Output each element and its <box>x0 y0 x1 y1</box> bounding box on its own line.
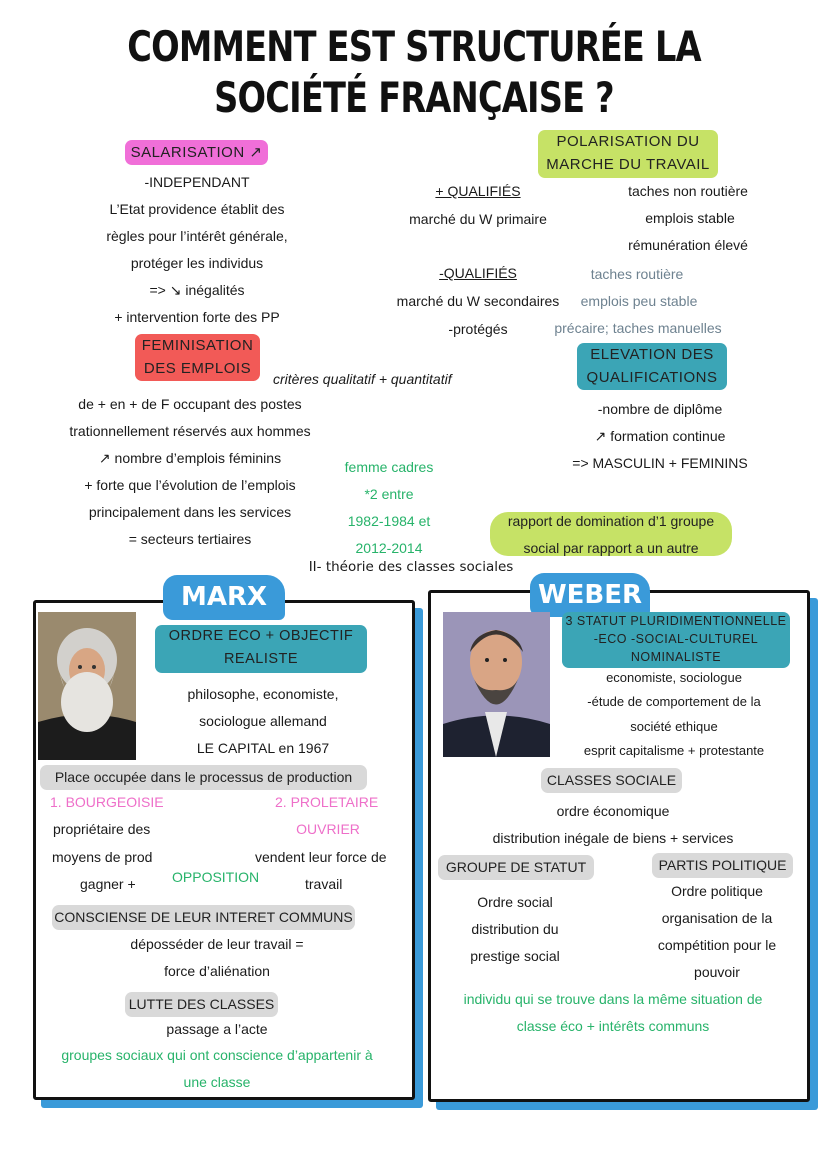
salarisation-line: => ↘ inégalités <box>149 282 245 298</box>
feminisation-stat: femme cadres <box>344 459 434 475</box>
feminisation-line: principalement dans les services <box>88 504 292 520</box>
minus-qualifies-trait: précaire; taches manuelles <box>554 320 722 336</box>
weber-bio-line: -étude de comportement de la <box>587 694 761 709</box>
partis-line: organisation de la <box>661 910 773 926</box>
plus-qualifies-trait: emplois stable <box>645 210 735 226</box>
lutte-line: passage a l’acte <box>166 1021 268 1037</box>
feminisation-line: ↗ nombre d’emplois féminins <box>98 450 282 466</box>
elevation-line: ↗ formation continue <box>594 428 726 444</box>
feminisation-criteria-note: critères qualitatif + quantitatif <box>273 371 452 387</box>
minus-qualifies-label: -QUALIFIÉS <box>439 265 517 281</box>
marx-green-line: une classe <box>183 1074 251 1090</box>
minus-qualifies-market: marché du W secondaires <box>396 293 560 309</box>
page-title-line1: COMMENT EST STRUCTURÉE LA <box>127 22 701 71</box>
proletaire-line: travail <box>305 876 343 892</box>
weber-heading-line: -ECO -SOCIAL-CULTUREL <box>593 632 759 646</box>
domination-line2: social par rapport a un autre <box>523 540 699 556</box>
feminisation-heading <box>135 334 260 381</box>
classes-line: ordre économique <box>556 803 670 819</box>
marx-heading <box>155 625 367 673</box>
proletaire-label: 2. PROLETAIRE <box>275 794 379 810</box>
plus-qualifies-label: + QUALIFIÉS <box>435 183 521 199</box>
conscience-line: déposséder de leur travail = <box>130 936 304 952</box>
feminisation-line: trationnellement réservés aux hommes <box>69 423 311 439</box>
marx-bio-line: philosophe, economiste, <box>187 686 339 702</box>
feminisation-line: + forte que l’évolution de l’emplois <box>84 477 296 493</box>
feminisation-stat: 1982-1984 et <box>347 513 431 529</box>
weber-bio-line: economiste, sociologue <box>606 670 742 685</box>
salarisation-line: règles pour l’intérêt générale, <box>106 228 288 244</box>
classes-line: distribution inégale de biens + services <box>492 830 734 846</box>
groupe-statut-heading: GROUPE DE STATUT <box>438 855 594 880</box>
statut-line: prestige social <box>470 948 560 964</box>
statut-line: distribution du <box>471 921 559 937</box>
page-title-line2: SOCIÉTÉ FRANÇAISE ? <box>214 73 614 122</box>
weber-bio-line: esprit capitalisme + protestante <box>583 743 765 758</box>
weber-bio-line: société ethique <box>630 719 718 734</box>
salarisation-line: L’Etat providence établit des <box>109 201 285 217</box>
elevation-heading-line2: QUALIFICATIONS <box>586 369 718 386</box>
plus-qualifies-trait: taches non routière <box>628 183 748 199</box>
marx-bio-line: LE CAPITAL en 1967 <box>196 740 330 756</box>
feminisation-line: = secteurs tertiaires <box>128 531 252 547</box>
elevation-line: => MASCULIN + FEMININS <box>572 455 748 471</box>
weber-tab: WEBER <box>530 573 650 617</box>
salarisation-line: protéger les individus <box>130 255 264 271</box>
feminisation-line: de + en + de F occupant des postes <box>78 396 302 412</box>
weber-heading-line: 3 STATUT PLURIDIMENTIONNELLE <box>565 614 787 628</box>
weber-green-line: individu qui se trouve dans la même situation de <box>463 991 763 1007</box>
salarisation-heading: SALARISATION ↗ <box>125 140 268 165</box>
partis-line: Ordre politique <box>671 883 763 899</box>
opposition-label: OPPOSITION <box>172 869 260 885</box>
statut-line: Ordre social <box>477 894 553 910</box>
bourgeoisie-line: gagner + <box>80 876 136 892</box>
marx-heading-line2: REALISTE <box>223 651 299 667</box>
salarisation-line: + intervention forte des PP <box>114 309 280 325</box>
place-occupee-heading: Place occupée dans le processus de production <box>40 765 367 790</box>
polarisation-heading-line1: POLARISATION DU <box>556 133 700 150</box>
minus-qualifies-trait: taches routière <box>590 266 684 282</box>
section-title: II- théorie des classes sociales <box>308 559 514 575</box>
marx-heading-line1: ORDRE ECO + OBJECTIF <box>168 628 354 644</box>
ouvrier-label: OUVRIER <box>296 821 360 837</box>
partis-line: compétition pour le <box>657 937 777 953</box>
marx-portrait <box>38 612 136 760</box>
partis-politique-heading: PARTIS POLITIQUE <box>652 853 793 878</box>
salarisation-line: -INDEPENDANT <box>144 174 250 190</box>
domination-line1: rapport de domination d’1 groupe <box>507 513 715 529</box>
plus-qualifies-market: marché du W primaire <box>409 211 547 227</box>
weber-heading <box>562 612 790 668</box>
weber-portrait <box>443 612 550 757</box>
weber-heading-line: NOMINALISTE <box>630 650 722 664</box>
conscience-heading: CONSCIENSE DE LEUR INTERET COMMUNS <box>52 905 355 930</box>
elevation-heading <box>577 343 727 390</box>
marx-tab: MARX <box>163 575 285 620</box>
elevation-heading-line1: ELEVATION DES <box>590 346 714 363</box>
weber-green-line: classe éco + intérêts communs <box>516 1018 710 1034</box>
minus-qualifies-protected: -protégés <box>448 321 508 337</box>
partis-line: pouvoir <box>694 964 740 980</box>
minus-qualifies-trait: emplois peu stable <box>580 293 698 309</box>
bourgeoisie-line: propriétaire des <box>53 821 151 837</box>
elevation-line: -nombre de diplôme <box>597 401 723 417</box>
bourgeoisie-label: 1. BOURGEOISIE <box>50 794 164 810</box>
feminisation-stat: *2 entre <box>364 486 414 502</box>
feminisation-stat: 2012-2014 <box>355 540 423 556</box>
feminisation-heading-line2: DES EMPLOIS <box>143 360 252 377</box>
marx-green-line: groupes sociaux qui ont conscience d’appartenir à <box>61 1047 373 1063</box>
polarisation-heading-line2: MARCHE DU TRAVAIL <box>546 156 710 173</box>
classes-sociale-heading: CLASSES SOCIALE <box>541 768 682 793</box>
proletaire-line: vendent leur force de <box>255 849 387 865</box>
bourgeoisie-line: moyens de prod <box>52 849 153 865</box>
feminisation-heading-line1: FEMINISATION <box>141 337 254 354</box>
domination-definition <box>490 512 732 556</box>
marx-bio-line: sociologue allemand <box>199 713 327 729</box>
lutte-heading: LUTTE DES CLASSES <box>125 992 278 1017</box>
plus-qualifies-trait: rémunération élevé <box>628 237 748 253</box>
conscience-line: force d’aliénation <box>164 963 270 979</box>
polarisation-heading <box>538 130 718 178</box>
